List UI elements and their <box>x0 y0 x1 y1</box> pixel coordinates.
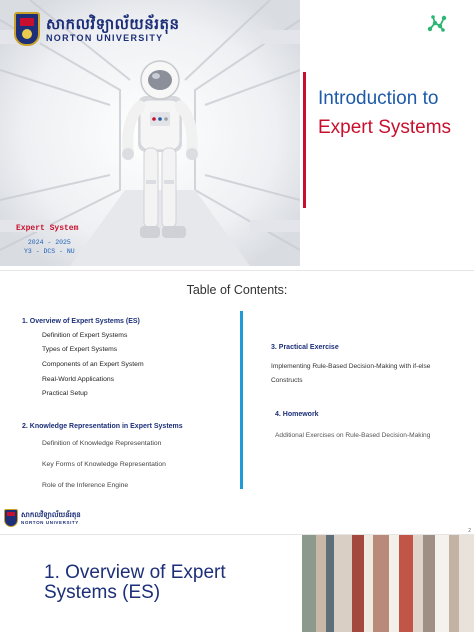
university-name-small <box>21 511 81 525</box>
toc-divider <box>240 311 243 489</box>
university-name <box>46 15 180 43</box>
class-group: Y3 - DCS - NU <box>24 248 75 255</box>
toc-item[interactable]: Definition of Expert Systems <box>42 332 128 339</box>
toc-section-4-text: Additional Exercises on Rule-Based Decision-Making <box>275 432 431 439</box>
toc-item[interactable]: Components of an Expert System <box>42 361 144 368</box>
toc-item[interactable]: Definition of Knowledge Representation <box>42 440 162 447</box>
toc-section-2[interactable]: 2. Knowledge Representation in Expert Systems <box>22 423 183 430</box>
toc-item[interactable]: Real-World Applications <box>42 376 115 383</box>
page-number: 2 <box>468 528 471 534</box>
university-logo <box>14 12 180 46</box>
toc-item[interactable]: Types of Expert Systems <box>42 346 118 353</box>
university-crest-icon <box>14 12 40 46</box>
toc-section-3-text: Implementing Rule-Based Decision-Making with if-else Constructs <box>271 363 431 384</box>
toc-item[interactable]: Key Forms of Knowledge Representation <box>42 461 166 468</box>
university-logo-small <box>4 509 81 527</box>
slide-title-line2: Expert Systems <box>318 117 452 138</box>
toc-item[interactable]: Role of the Inference Engine <box>42 482 129 489</box>
section-title-line1: 1. Overview of Expert <box>44 562 226 583</box>
toc-item[interactable]: Practical Setup <box>42 390 88 397</box>
toc-section-1[interactable]: 1. Overview of Expert Systems (ES) <box>22 318 140 325</box>
section-title <box>44 563 226 603</box>
course-meta <box>24 238 75 256</box>
title-accent-line <box>303 72 306 208</box>
university-name-latin: NORTON UNIVERSITY <box>46 33 164 43</box>
table-of-contents-slide <box>0 270 474 532</box>
puzzle-network-icon <box>426 12 448 34</box>
section-slide <box>0 534 474 632</box>
bookshelf-stripes-image <box>302 535 474 632</box>
university-name-khmer: សាកលវិទ្យាល័យន័រតុន <box>46 15 180 33</box>
university-name-latin: NORTON UNIVERSITY <box>21 520 79 525</box>
title-slide <box>0 0 474 266</box>
course-name: Expert System <box>16 224 79 233</box>
university-crest-icon <box>4 509 18 527</box>
academic-year: 2024 - 2025 <box>27 239 71 246</box>
slide-title-line1: Introduction to <box>318 88 439 109</box>
toc-section-4[interactable]: 4. Homework <box>275 411 319 418</box>
toc-section-3[interactable]: 3. Practical Exercise <box>271 344 339 351</box>
toc-title: Table of Contents: <box>186 283 288 297</box>
university-name-khmer: សាកលវិទ្យាល័យន័រតុន <box>21 511 81 519</box>
hero-image <box>0 0 300 266</box>
section-title-line2: Systems (ES) <box>44 582 161 603</box>
